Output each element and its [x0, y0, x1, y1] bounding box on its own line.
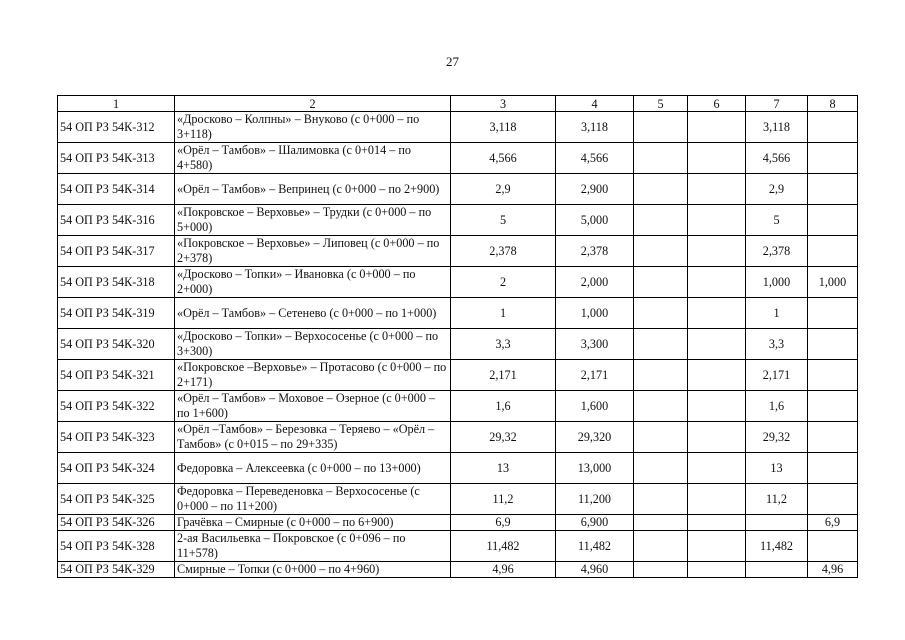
col7-cell: 2,378	[746, 236, 808, 267]
col5-cell	[634, 515, 688, 531]
road-name-cell: «Покровское –Верховье» – Протасово (с 0+000 – по 2+171)	[175, 360, 451, 391]
col8-cell	[808, 391, 858, 422]
road-name-cell: «Орёл – Тамбов» – Моховое – Озерное (с 0+000 – по 1+600)	[175, 391, 451, 422]
col7-cell: 2,171	[746, 360, 808, 391]
col5-cell	[634, 205, 688, 236]
road-name-cell: Федоровка – Переведеновка – Верхососенье (с 0+000 – по 11+200)	[175, 484, 451, 515]
road-code-cell: 54 ОП РЗ 54К-326	[58, 515, 175, 531]
table-row	[58, 112, 858, 143]
col4-cell: 2,900	[556, 174, 634, 205]
road-code-cell: 54 ОП РЗ 54К-325	[58, 484, 175, 515]
col7-cell: 13	[746, 453, 808, 484]
road-name-cell: 2-ая Васильевка – Покровское (с 0+096 – по 11+578)	[175, 531, 451, 562]
road-code-cell: 54 ОП РЗ 54К-322	[58, 391, 175, 422]
col8-cell	[808, 174, 858, 205]
road-name-cell: «Орёл – Тамбов» – Вепринец (с 0+000 – по 2+900)	[175, 174, 451, 205]
road-name-cell: «Покровское – Верховье» – Трудки (с 0+000 – по 5+000)	[175, 205, 451, 236]
col6-cell	[688, 205, 746, 236]
col3-cell: 1	[451, 298, 556, 329]
col5-cell	[634, 422, 688, 453]
road-name-cell: «Дросково – Топки» – Верхососенье (с 0+000 – по 3+300)	[175, 329, 451, 360]
col8-cell	[808, 236, 858, 267]
table-body	[58, 112, 858, 578]
col3-cell: 2	[451, 267, 556, 298]
road-name-cell: «Орёл –Тамбов» – Березовка – Теряево – «Орёл –Тамбов» (с 0+015 – по 29+335)	[175, 422, 451, 453]
road-code-cell: 54 ОП РЗ 54К-321	[58, 360, 175, 391]
road-name-cell: Грачёвка – Смирные (с 0+000 – по 6+900)	[175, 515, 451, 531]
col6-cell	[688, 329, 746, 360]
road-name-cell: «Покровское – Верховье» – Липовец (с 0+000 – по 2+378)	[175, 236, 451, 267]
col3-cell: 6,9	[451, 515, 556, 531]
road-code-cell: 54 ОП РЗ 54К-317	[58, 236, 175, 267]
table-row	[58, 531, 858, 562]
col3-cell: 4,96	[451, 562, 556, 578]
col4-cell: 11,482	[556, 531, 634, 562]
col6-cell	[688, 562, 746, 578]
col5-cell	[634, 562, 688, 578]
col8-cell: 4,96	[808, 562, 858, 578]
table-row	[58, 562, 858, 578]
col6-cell	[688, 391, 746, 422]
col6-cell	[688, 422, 746, 453]
col8-cell	[808, 112, 858, 143]
col4-cell: 13,000	[556, 453, 634, 484]
table-row	[58, 267, 858, 298]
table-row	[58, 391, 858, 422]
col3-cell: 29,32	[451, 422, 556, 453]
col7-cell	[746, 515, 808, 531]
col4-cell: 3,118	[556, 112, 634, 143]
col3-cell: 2,171	[451, 360, 556, 391]
column-header: 3	[451, 96, 556, 112]
col7-cell: 1,6	[746, 391, 808, 422]
column-header: 8	[808, 96, 858, 112]
col8-cell	[808, 422, 858, 453]
col8-cell	[808, 329, 858, 360]
column-header: 2	[175, 96, 451, 112]
table-row	[58, 143, 858, 174]
road-name-cell: Федоровка – Алексеевка (с 0+000 – по 13+000)	[175, 453, 451, 484]
col3-cell: 13	[451, 453, 556, 484]
table-row	[58, 205, 858, 236]
col3-cell: 2,9	[451, 174, 556, 205]
col5-cell	[634, 329, 688, 360]
road-code-cell: 54 ОП РЗ 54К-314	[58, 174, 175, 205]
col7-cell: 3,118	[746, 112, 808, 143]
col7-cell: 11,2	[746, 484, 808, 515]
road-code-cell: 54 ОП РЗ 54К-323	[58, 422, 175, 453]
col4-cell: 4,566	[556, 143, 634, 174]
column-header: 6	[688, 96, 746, 112]
col4-cell: 1,600	[556, 391, 634, 422]
col5-cell	[634, 174, 688, 205]
col6-cell	[688, 143, 746, 174]
road-code-cell: 54 ОП РЗ 54К-316	[58, 205, 175, 236]
col8-cell	[808, 143, 858, 174]
road-code-cell: 54 ОП РЗ 54К-313	[58, 143, 175, 174]
road-code-cell: 54 ОП РЗ 54К-318	[58, 267, 175, 298]
col5-cell	[634, 143, 688, 174]
road-name-cell: «Орёл – Тамбов» – Сетенево (с 0+000 – по 1+000)	[175, 298, 451, 329]
table-row	[58, 329, 858, 360]
road-code-cell: 54 ОП РЗ 54К-328	[58, 531, 175, 562]
road-name-cell: «Орёл – Тамбов» – Шалимовка (с 0+014 – по 4+580)	[175, 143, 451, 174]
col6-cell	[688, 531, 746, 562]
table-row	[58, 236, 858, 267]
table-row	[58, 453, 858, 484]
col5-cell	[634, 391, 688, 422]
col4-cell: 11,200	[556, 484, 634, 515]
col5-cell	[634, 298, 688, 329]
road-code-cell: 54 ОП РЗ 54К-319	[58, 298, 175, 329]
col5-cell	[634, 360, 688, 391]
col7-cell	[746, 562, 808, 578]
col3-cell: 5	[451, 205, 556, 236]
col7-cell: 2,9	[746, 174, 808, 205]
col8-cell	[808, 484, 858, 515]
col8-cell	[808, 360, 858, 391]
col3-cell: 3,3	[451, 329, 556, 360]
col5-cell	[634, 236, 688, 267]
col4-cell: 4,960	[556, 562, 634, 578]
col7-cell: 4,566	[746, 143, 808, 174]
col4-cell: 2,378	[556, 236, 634, 267]
col6-cell	[688, 174, 746, 205]
col6-cell	[688, 484, 746, 515]
column-header: 5	[634, 96, 688, 112]
col4-cell: 29,320	[556, 422, 634, 453]
col4-cell: 3,300	[556, 329, 634, 360]
col7-cell: 1,000	[746, 267, 808, 298]
col4-cell: 1,000	[556, 298, 634, 329]
col3-cell: 11,482	[451, 531, 556, 562]
col6-cell	[688, 112, 746, 143]
col5-cell	[634, 484, 688, 515]
col7-cell: 5	[746, 205, 808, 236]
col8-cell	[808, 205, 858, 236]
col7-cell: 11,482	[746, 531, 808, 562]
col3-cell: 3,118	[451, 112, 556, 143]
col6-cell	[688, 236, 746, 267]
col8-cell: 6,9	[808, 515, 858, 531]
road-name-cell: Смирные – Топки (с 0+000 – по 4+960)	[175, 562, 451, 578]
column-header: 4	[556, 96, 634, 112]
col7-cell: 29,32	[746, 422, 808, 453]
col4-cell: 2,171	[556, 360, 634, 391]
col7-cell: 3,3	[746, 329, 808, 360]
table-row	[58, 515, 858, 531]
col6-cell	[688, 453, 746, 484]
col8-cell	[808, 531, 858, 562]
roads-table	[57, 95, 858, 578]
table-row	[58, 422, 858, 453]
col3-cell: 2,378	[451, 236, 556, 267]
table-row	[58, 484, 858, 515]
road-name-cell: «Дросково – Топки» – Ивановка (с 0+000 – по 2+000)	[175, 267, 451, 298]
col4-cell: 5,000	[556, 205, 634, 236]
col6-cell	[688, 515, 746, 531]
col3-cell: 11,2	[451, 484, 556, 515]
col5-cell	[634, 112, 688, 143]
road-name-cell: «Дросково – Колпны» – Внуково (с 0+000 – по 3+118)	[175, 112, 451, 143]
col6-cell	[688, 360, 746, 391]
road-code-cell: 54 ОП РЗ 54К-320	[58, 329, 175, 360]
col6-cell	[688, 267, 746, 298]
col3-cell: 4,566	[451, 143, 556, 174]
column-header: 1	[58, 96, 175, 112]
col6-cell	[688, 298, 746, 329]
col8-cell: 1,000	[808, 267, 858, 298]
road-code-cell: 54 ОП РЗ 54К-329	[58, 562, 175, 578]
column-header: 7	[746, 96, 808, 112]
col5-cell	[634, 531, 688, 562]
table-row	[58, 174, 858, 205]
col7-cell: 1	[746, 298, 808, 329]
col8-cell	[808, 298, 858, 329]
col3-cell: 1,6	[451, 391, 556, 422]
road-code-cell: 54 ОП РЗ 54К-324	[58, 453, 175, 484]
table-row	[58, 298, 858, 329]
col5-cell	[634, 267, 688, 298]
col5-cell	[634, 453, 688, 484]
col4-cell: 2,000	[556, 267, 634, 298]
road-code-cell: 54 ОП РЗ 54К-312	[58, 112, 175, 143]
col4-cell: 6,900	[556, 515, 634, 531]
table-row	[58, 360, 858, 391]
header-row	[58, 96, 858, 112]
page-number: 27	[446, 54, 459, 69]
col8-cell	[808, 453, 858, 484]
